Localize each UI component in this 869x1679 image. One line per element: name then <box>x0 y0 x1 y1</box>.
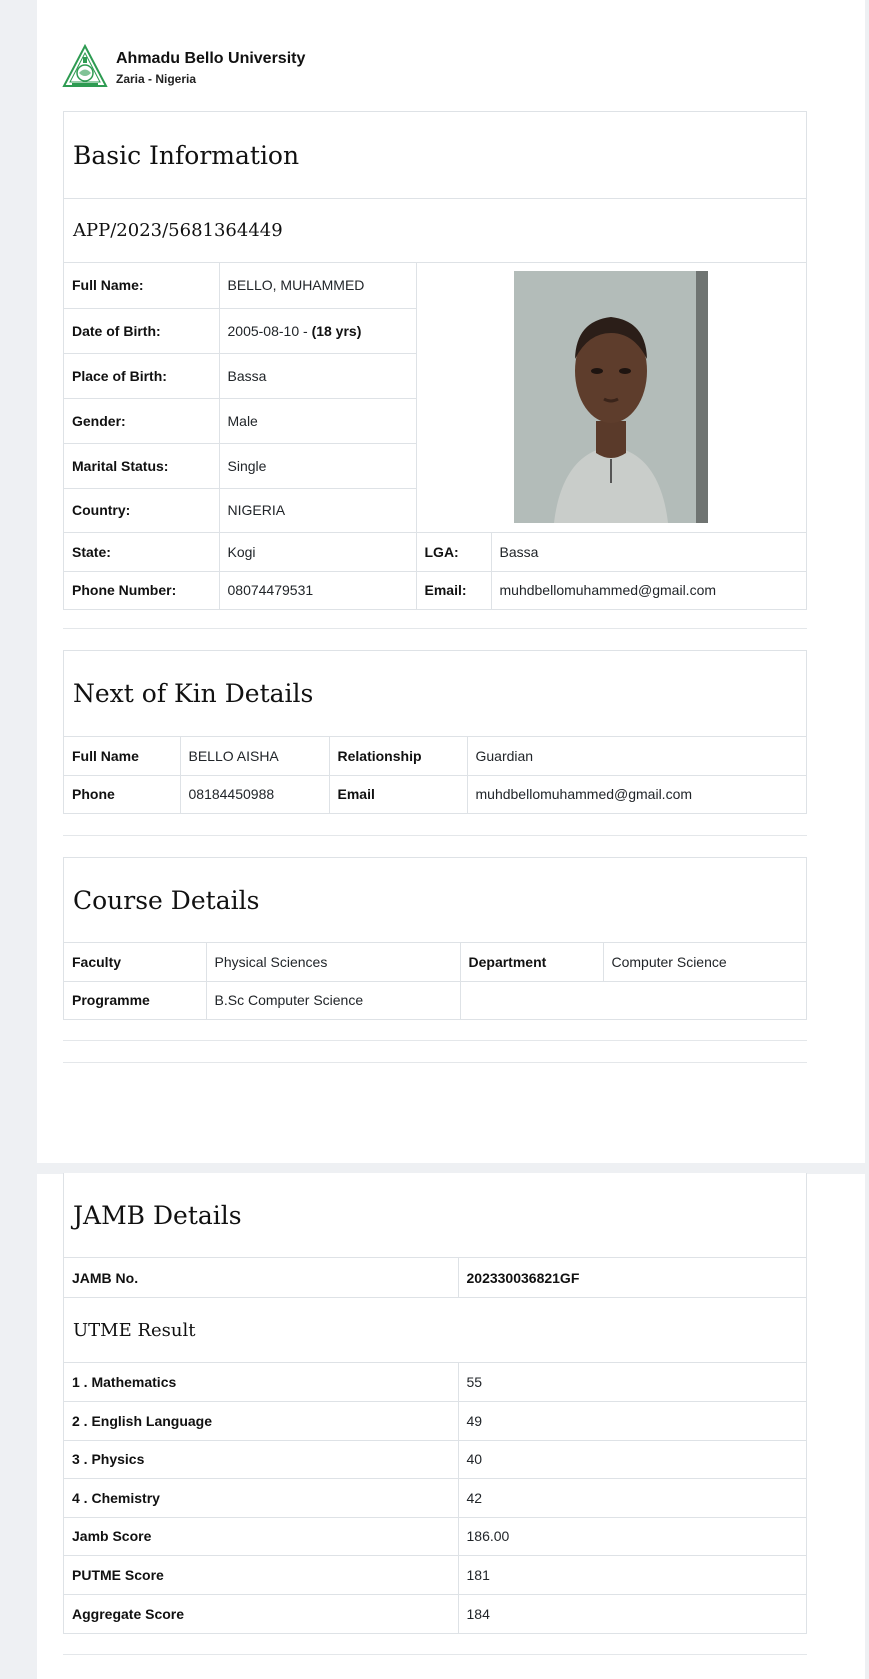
marital-status-value: Single <box>219 443 416 488</box>
table-row <box>64 1594 806 1633</box>
table-row <box>64 1479 806 1518</box>
jamb-number-table <box>64 1258 806 1297</box>
jamb-score-value: 186.00 <box>458 1517 806 1556</box>
table-row <box>64 1440 806 1479</box>
empty-cell <box>460 981 806 1019</box>
dob-value: 2005-08-10 - (18 yrs) <box>219 308 416 353</box>
place-of-birth-label: Place of Birth: <box>64 353 219 398</box>
state-value: Kogi <box>219 532 416 571</box>
applicant-photo <box>514 271 708 523</box>
table-row <box>64 1258 806 1297</box>
application-number: APP/2023/5681364449 <box>64 199 806 263</box>
country-label: Country: <box>64 488 219 532</box>
subject-score: 42 <box>458 1479 806 1518</box>
place-of-birth-value: Bassa <box>219 353 416 398</box>
jamb-details-title: JAMB Details <box>64 1173 806 1258</box>
subject-label: 4 . Chemistry <box>64 1479 458 1518</box>
subject-score: 40 <box>458 1440 806 1479</box>
table-row <box>64 1363 806 1402</box>
putme-score-value: 181 <box>458 1556 806 1595</box>
gender-label: Gender: <box>64 398 219 443</box>
department-label: Department <box>460 943 603 981</box>
state-label: State: <box>64 532 219 571</box>
subject-score: 49 <box>458 1402 806 1441</box>
basic-information-title: Basic Information <box>64 112 806 199</box>
marital-status-label: Marital Status: <box>64 443 219 488</box>
jamb-details-card <box>63 1173 807 1634</box>
faculty-value: Physical Sciences <box>206 943 460 981</box>
university-name: Ahmadu Bello University <box>116 50 306 67</box>
course-details-title: Course Details <box>64 858 806 943</box>
university-location: Zaria - Nigeria <box>116 72 197 86</box>
putme-score-label: PUTME Score <box>64 1556 458 1595</box>
email-label: Email: <box>416 571 491 609</box>
university-header <box>62 44 305 90</box>
gender-value: Male <box>219 398 416 443</box>
course-details-card <box>63 857 807 1020</box>
section-divider <box>63 628 807 629</box>
jamb-no-label: JAMB No. <box>64 1258 458 1297</box>
subject-label: 3 . Physics <box>64 1440 458 1479</box>
full-name-label: Full Name: <box>64 263 219 308</box>
age-value: (18 yrs) <box>311 322 362 339</box>
table-row <box>64 737 806 775</box>
full-name-value: BELLO, MUHAMMED <box>219 263 416 308</box>
basic-information-card <box>63 111 807 610</box>
subject-label: 1 . Mathematics <box>64 1363 458 1402</box>
table-row <box>64 981 806 1019</box>
table-row <box>64 1517 806 1556</box>
utme-result-table <box>64 1363 806 1633</box>
kin-phone-label: Phone <box>64 775 180 813</box>
kin-email-label: Email <box>329 775 467 813</box>
email-value: muhdbellomuhammed@gmail.com <box>491 571 806 609</box>
table-row <box>64 263 806 308</box>
next-of-kin-card <box>63 650 807 814</box>
kin-name-label: Full Name <box>64 737 180 775</box>
basic-information-table <box>64 263 806 609</box>
table-row <box>64 532 806 571</box>
section-divider <box>63 1062 807 1063</box>
country-value: NIGERIA <box>219 488 416 532</box>
table-row <box>64 1556 806 1595</box>
lga-value: Bassa <box>491 532 806 571</box>
kin-name-value: BELLO AISHA <box>180 737 329 775</box>
lga-label: LGA: <box>416 532 491 571</box>
next-of-kin-table <box>64 737 806 813</box>
faculty-label: Faculty <box>64 943 206 981</box>
aggregate-score-value: 184 <box>458 1594 806 1633</box>
jamb-score-label: Jamb Score <box>64 1517 458 1556</box>
utme-result-title: UTME Result <box>64 1297 806 1363</box>
table-row <box>64 1402 806 1441</box>
dob-label: Date of Birth: <box>64 308 219 353</box>
jamb-no-value: 202330036821GF <box>458 1258 806 1297</box>
programme-value: B.Sc Computer Science <box>206 981 460 1019</box>
department-value: Computer Science <box>603 943 806 981</box>
kin-relationship-value: Guardian <box>467 737 806 775</box>
phone-label: Phone Number: <box>64 571 219 609</box>
section-divider <box>63 1040 807 1041</box>
photo-cell <box>416 263 806 532</box>
table-row <box>64 775 806 813</box>
kin-email-value: muhdbellomuhammed@gmail.com <box>467 775 806 813</box>
course-details-table <box>64 943 806 1019</box>
programme-label: Programme <box>64 981 206 1019</box>
next-of-kin-title: Next of Kin Details <box>64 651 806 737</box>
phone-value: 08074479531 <box>219 571 416 609</box>
section-divider <box>63 1654 807 1655</box>
subject-score: 55 <box>458 1363 806 1402</box>
university-crest-logo <box>62 44 108 90</box>
kin-relationship-label: Relationship <box>329 737 467 775</box>
table-row <box>64 943 806 981</box>
table-row <box>64 571 806 609</box>
kin-phone-value: 08184450988 <box>180 775 329 813</box>
section-divider <box>63 835 807 836</box>
subject-label: 2 . English Language <box>64 1402 458 1441</box>
aggregate-score-label: Aggregate Score <box>64 1594 458 1633</box>
